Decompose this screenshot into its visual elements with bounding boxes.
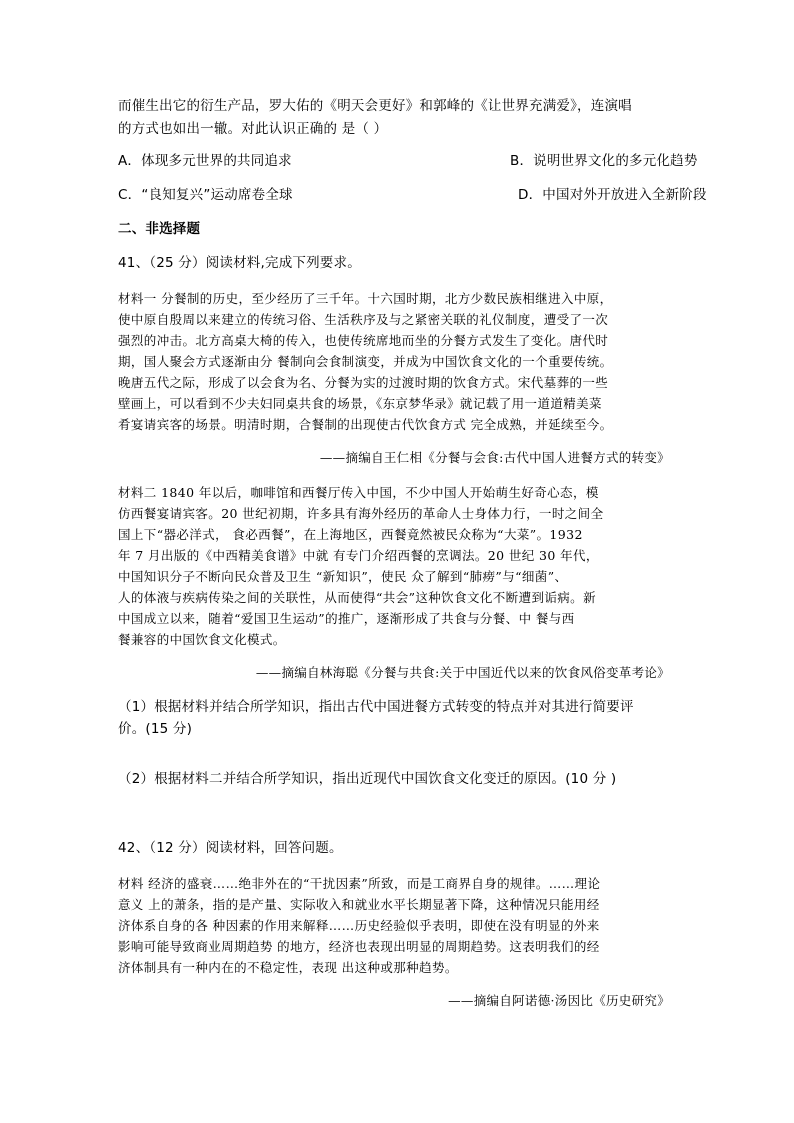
q41-sub1-line-2: 价。(15 分): [118, 721, 193, 737]
q41-material1-line-5: 晚唐五代之际，形成了以会食为名、分餐为实的过渡时期的饮食方式。宋代墓葬的一些: [118, 375, 609, 390]
q41-material1-line-1: 材料一 分餐制的历史，至少经历了三千年。十六国时期，北方少数民族相继进入中原，: [118, 291, 613, 306]
q42-material-line-1: 材料 经济的盛衰……绝非外在的“干扰因素”所致，而是工商界自身的规律。……理论: [118, 876, 601, 891]
q40-options-row-1: [118, 151, 698, 172]
q41-header: 41、（25 分）阅读材料,完成下列要求。: [118, 255, 361, 271]
q41-material2-line-2: 仿西餐宴请宾客。20 世纪初期，许多具有海外经历的革命人士身体力行，一时之间全: [118, 506, 604, 521]
q42-source: ——摘编自阿诺德·汤因比《历史研究》: [448, 993, 670, 1008]
q41-material1-line-7: 肴宴请宾客的场景。明清时期，合餐制的出现使古代饮食方式 完全成熟，并延续至今。: [118, 417, 613, 432]
q42-material-line-4: 影响可能导致商业周期趋势 的地方，经济也表现出明显的周期趋势。这表明我们的经: [118, 939, 600, 954]
q40-stem-line-1: 而催生出它的衍生产品，罗大佑的《明天会更好》和郭峰的《让世界充满爱》，连演唱: [118, 98, 632, 114]
q41-material1-line-4: 期，国人聚会方式逐渐由分 餐制向会食制演变，并成为中国饮食文化的一个重要传统。: [118, 354, 613, 369]
q41-source-1: ——摘编自王仁相《分餐与会食:古代中国人进餐方式的转变》: [319, 450, 670, 465]
q41-material1-line-3: 强烈的冲击。北方高桌大椅的传入，也使传统席地而坐的分餐方式发生了变化。唐代时: [118, 333, 609, 348]
q41-material2-line-8: 餐兼容的中国饮食文化模式。: [118, 632, 286, 647]
q42-material-line-2: 意义 上的萧条，指的是产量、实际收入和就业水平长期显著下降，这种情况只能用经: [118, 897, 600, 912]
q40-option-c: C．“良知复兴”运动席卷全球: [118, 187, 293, 203]
q40-option-b: B．说明世界文化的多元化趋势: [510, 153, 698, 169]
q40-options-row-2: [118, 185, 707, 206]
q41-material2-line-1: 材料二 1840 年以后，咖啡馆和西餐厅传入中国，不少中国人开始萌生好奇心态，模: [118, 485, 599, 500]
q41-material1-line-2: 使中原自殷周以来建立的传统习俗、生活秩序及与之紧密关联的礼仪制度，遭受了一次: [118, 312, 609, 327]
q41-material2-line-6: 人的体液与疾病传染之间的关联性，从而使得“共会”这种饮食文化不断遭到诟病。新: [118, 590, 596, 605]
q42-material-line-5: 济体制具有一种内在的不稳定性，表现 出这种或那种趋势。: [118, 960, 458, 975]
q41-material2-line-5: 中国知识分子不断向民众普及卫生 “新知识”，使民 众了解到“肺痨”与“细菌”、: [118, 569, 568, 584]
q41-sub1-line-1: （1）根据材料并结合所学知识，指出古代中国进餐方式转变的特点并对其进行简要评: [118, 699, 634, 715]
q41-material2-line-7: 中国成立以来，随着“爱国卫生运动”的推广，逐渐形成了共食与分餐、中 餐与西: [118, 611, 575, 626]
q42-material-line-3: 济体系自身的各 种因素的作用来解释……历史经验似乎表明，即使在没有明显的外来: [118, 918, 600, 933]
q41-material1-line-6: 壁画上，可以看到不少夫妇同桌共食的场景，《东京梦华录》就记载了用一道道精美菜: [118, 396, 602, 411]
section-title: 二、非选择题: [118, 221, 201, 237]
q40-stem-line-2: 的方式也如出一辙。对此认识正确的 是（ ）: [118, 121, 388, 137]
q40-option-d: D．中国对外开放进入全新阶段: [518, 187, 707, 203]
q41-material2-line-4: 年 7 月出版的《中西精美食谱》中就 有专门介绍西餐的烹调法。20 世纪 30 年代，: [118, 548, 599, 563]
q41-material2-line-3: 国上下“器必洋式， 食必西餐”，在上海地区，西餐竟然被民众称为“大菜”。1932: [118, 527, 583, 542]
q40-option-a: A．体现多元世界的共同追求: [118, 153, 292, 169]
q42-header: 42、（12 分）阅读材料，回答问题。: [118, 840, 343, 856]
q41-source-2: ——摘编自林海聪《分餐与共食:关于中国近代以来的饮食风俗变革考论》: [255, 665, 670, 680]
q41-sub2: （2）根据材料二并结合所学知识，指出近现代中国饮食文化变迁的原因。(10 分 ): [118, 771, 617, 787]
